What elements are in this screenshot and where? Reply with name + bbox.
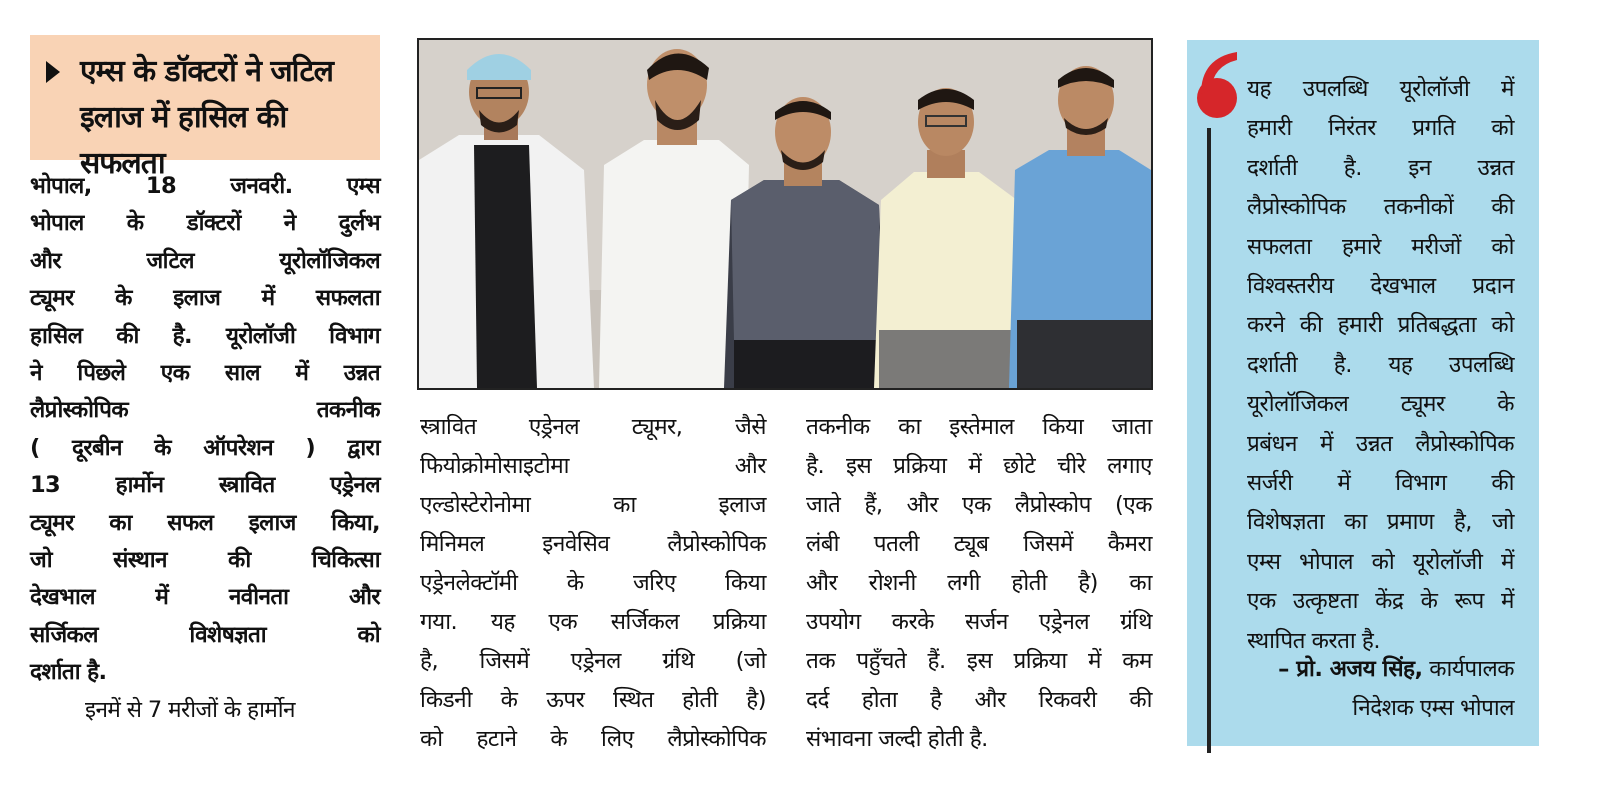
lead-line: ने पिछले एक साल में उन्नत [30, 360, 380, 387]
quote-line: विशेषज्ञता का प्रमाण है, जो [1247, 509, 1514, 536]
body-line: गया. यह एक सर्जिकल प्रक्रिया [420, 609, 766, 635]
body-line: किडनी के ऊपर स्थित होती है) [420, 687, 766, 713]
body-line: और रोशनी लगी होती है) का [806, 570, 1152, 596]
quote-text [1247, 70, 1514, 661]
attribution-role: कार्यपालक [1429, 656, 1514, 682]
attribution-name: – प्रो. अजय सिंह, [1278, 656, 1423, 682]
lead-line: हासिल की है. यूरोलॉजी विभाग [30, 322, 380, 349]
lead-line: ट्यूमर का सफल इलाज किया, [30, 509, 380, 536]
lead-column [30, 168, 380, 729]
body-line: लंबी पतली ट्यूब जिसमें कैमरा [806, 531, 1152, 557]
body-line: है, जिसमें एड्रेनल ग्रंथि (जो [420, 648, 766, 674]
lead-line: 13 हार्मोन स्त्रावित एड्रेनल [30, 472, 380, 499]
body-column-2 [420, 408, 766, 759]
body-line: तकनीक का इस्तेमाल किया जाता [806, 414, 1152, 440]
lead-line: देखभाल में नवीनता और [30, 584, 380, 611]
quote-line: यह उपलब्धि यूरोलॉजी में [1247, 76, 1514, 102]
body-line: स्त्रावित एड्रेनल ट्यूमर, जैसे [420, 414, 766, 440]
quote-line: करने की हमारी प्रतिबद्धता को [1247, 312, 1514, 339]
body-line: है. इस प्रक्रिया में छोटे चीरे लगाए [806, 453, 1152, 479]
lead-line: दर्शाता है. [30, 659, 107, 686]
quote-line: दर्शाती है. इन उन्नत [1247, 154, 1514, 181]
quote-attribution [1240, 650, 1514, 728]
quote-line: सर्जरी में विभाग की [1247, 470, 1514, 497]
quote-line: यूरोलॉजिकल ट्यूमर के [1247, 391, 1514, 418]
team-photo [417, 38, 1153, 390]
lead-line: ट्यूमर के इलाज में सफलता [30, 285, 380, 312]
lead-line: भोपाल, 18 जनवरी. एम्स [30, 173, 380, 199]
attribution-role-line-2: निदेशक एम्स भोपाल [1352, 695, 1514, 721]
quote-line: विश्वस्तरीय देखभाल प्रदान [1247, 273, 1514, 300]
headline-box [30, 35, 380, 181]
body-line: को हटाने के लिए लैप्रोस्कोपिक [420, 726, 766, 752]
quote-line: स्थापित करता है. [1247, 627, 1380, 654]
headline-line-1: एम्स के डॉक्टरों ने जटिल [80, 54, 333, 89]
body-line: संभावना जल्दी होती है. [806, 726, 988, 752]
body-line: फियोक्रोमोसाइटोमा और [420, 453, 766, 479]
lead-line: जो संस्थान की चिकित्सा [30, 547, 380, 574]
lead-line: लैप्रोस्कोपिक तकनीक [30, 397, 380, 424]
quote-line: प्रबंधन में उन्नत लैप्रोस्कोपिक [1247, 430, 1514, 457]
body-line: जाते हैं, और एक लैप्रोस्कोप (एक [806, 492, 1152, 518]
quote-line: हमारी निरंतर प्रगति को [1247, 115, 1514, 142]
body-continuation-line: इनमें से 7 मरीजों के हार्मोन [85, 696, 295, 723]
body-line: मिनिमल इनवेसिव लैप्रोस्कोपिक [420, 531, 766, 557]
lead-line: और जटिल यूरोलॉजिकल [30, 247, 380, 274]
lead-line: ( दूरबीन के ऑपरेशन ) द्वारा [30, 434, 380, 461]
body-line: एल्डोस्टेरोनोमा का इलाज [420, 492, 766, 518]
lead-line: सर्जिकल विशेषज्ञता को [30, 621, 380, 648]
body-line: एड्रेनलेक्टॉमी के जरिए किया [420, 570, 766, 596]
body-column-3 [806, 408, 1152, 759]
quote-line: सफलता हमारे मरीजों को [1247, 233, 1514, 260]
headline-line-2: इलाज में हासिल की सफलता [80, 100, 287, 181]
triangle-bullet-icon [46, 61, 60, 83]
quote-line: एक उत्कृष्टता केंद्र के रूप में [1247, 588, 1514, 615]
quote-rule [1207, 128, 1211, 753]
quote-mark-icon [1193, 50, 1241, 120]
body-line: उपयोग करके सर्जन एड्रेनल ग्रंथि [806, 609, 1152, 635]
lead-line: भोपाल के डॉक्टरों ने दुर्लभ [30, 210, 380, 237]
quote-line: एम्स भोपाल को यूरोलॉजी में [1247, 548, 1514, 575]
quote-line: दर्शाती है. यह उपलब्धि [1247, 351, 1514, 378]
quote-line: लैप्रोस्कोपिक तकनीकों की [1247, 194, 1514, 221]
body-line: तक पहुँचते हैं. इस प्रक्रिया में कम [806, 648, 1152, 674]
body-line: दर्द होता है और रिकवरी की [806, 687, 1152, 713]
